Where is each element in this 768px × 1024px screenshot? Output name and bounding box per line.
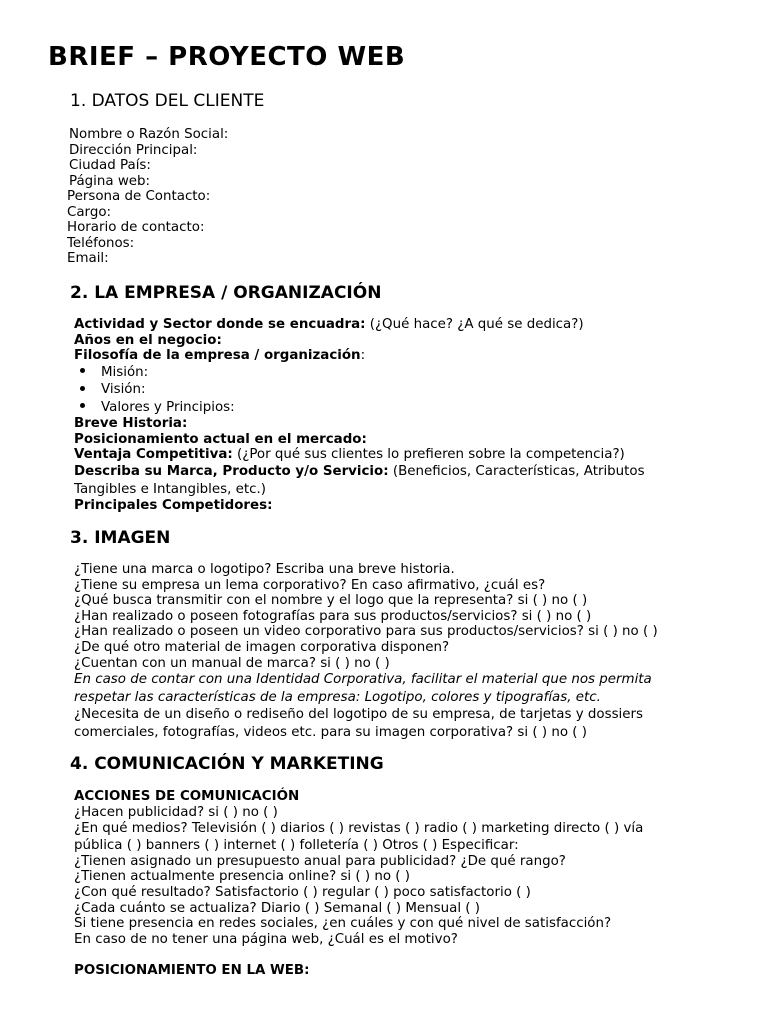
- section-2-body: [74, 317, 645, 514]
- acciones-label: ACCIONES DE COMUNICACIÓN: [74, 789, 300, 804]
- marca-text-2: Tangibles e Intangibles, etc.): [74, 482, 266, 498]
- document-title: BRIEF – PROYECTO WEB: [48, 42, 406, 72]
- field-telefonos: Teléfonos:: [67, 235, 135, 251]
- marketing-q6: ¿Con qué resultado? Satisfactorio ( ) regular ( ) poco satisfactorio ( ): [74, 884, 531, 900]
- marketing-q5: ¿Tienen actualmente presencia online? si ( ) no ( ): [74, 869, 411, 885]
- bullet-icon: [80, 368, 85, 373]
- bullet-icon: [80, 386, 85, 391]
- bullet-vision-text: Visión:: [101, 382, 146, 398]
- actividad-line: [74, 317, 645, 333]
- field-email: Email:: [67, 251, 109, 267]
- bullet-valores: [74, 399, 645, 417]
- bullet-mision: [74, 364, 645, 382]
- filosofia-colon: :: [360, 348, 366, 364]
- section-4-body: [74, 789, 643, 947]
- field-pagina-web: Página web:: [69, 173, 151, 189]
- marketing-q3: pública ( ) banners ( ) internet ( ) folletería ( ) Otros ( ) Especificar:: [74, 838, 519, 854]
- field-horario: Horario de contacto:: [67, 220, 205, 236]
- imagen-q1: ¿Tiene una marca o logotipo? Escriba una breve historia.: [74, 562, 455, 577]
- imagen-italic-2: respetar las características de la empresa: Logotipo, colores y tipografías, etc.: [74, 690, 601, 706]
- section-3-body: [74, 562, 658, 741]
- imagen-q5: ¿Han realizado o poseen un video corporativo para sus productos/servicios? si ( ) no ( ): [74, 624, 658, 640]
- field-razon-social: Nombre o Razón Social:: [69, 127, 229, 142]
- marketing-q2: ¿En qué medios? Televisión ( ) diarios ( ) revistas ( ) radio ( ) marketing directo ( ) vía: [74, 821, 644, 837]
- ventaja-label: Ventaja Competitiva:: [74, 447, 233, 463]
- imagen-closing-1: ¿Necesita de un diseño o rediseño del logotipo de su empresa, de tarjetas y dossiers: [74, 707, 643, 723]
- marca-label: Describa su Marca, Producto y/o Servicio:: [74, 464, 389, 480]
- actividad-text: (¿Qué hace? ¿A qué se dedica?): [365, 317, 584, 332]
- imagen-closing-2: comerciales, fotografías, videos etc. para su imagen corporativa? si ( ) no ( ): [74, 725, 587, 741]
- marketing-q7: ¿Cada cuánto se actualiza? Diario ( ) Semanal ( ) Mensual ( ): [74, 900, 481, 916]
- imagen-italic-1: En caso de contar con una Identidad Corporativa, facilitar el material que nos permita: [74, 672, 652, 688]
- posicionamiento-label: Posicionamiento actual en el mercado:: [74, 431, 367, 447]
- bullet-valores-text: Valores y Principios:: [101, 399, 235, 415]
- field-direccion: Dirección Principal:: [69, 142, 198, 158]
- competidores-label: Principales Competidores:: [74, 498, 273, 514]
- filosofia-label: Filosofía de la empresa / organización: [74, 348, 361, 364]
- posicionamiento-web-label: POSICIONAMIENTO EN LA WEB:: [74, 963, 310, 978]
- bullet-icon: [80, 403, 85, 408]
- marketing-q4: ¿Tienen asignado un presupuesto anual para publicidad? ¿De qué rango?: [74, 853, 566, 869]
- imagen-q6: ¿De qué otro material de imagen corporativa disponen?: [74, 639, 450, 655]
- actividad-label: Actividad y Sector donde se encuadra:: [74, 317, 366, 332]
- historia-label: Breve Historia:: [74, 416, 188, 432]
- imagen-q2: ¿Tiene su empresa un lema corporativo? En caso afirmativo, ¿cuál es?: [74, 577, 546, 593]
- section-3-heading: 3. IMAGEN: [70, 528, 171, 548]
- filosofia-line: [74, 348, 645, 364]
- section-1-heading: 1. DATOS DEL CLIENTE: [70, 91, 265, 111]
- anios-label: Años en el negocio:: [74, 332, 222, 348]
- marketing-q9: En caso de no tener una página web, ¿Cuál es el motivo?: [74, 931, 458, 947]
- section-1-fields-contact: [67, 189, 210, 267]
- ventaja-text: (¿Por qué sus clientes lo prefieren sobre la competencia?): [232, 447, 625, 463]
- section-1-fields: [69, 127, 228, 189]
- ventaja-line: [74, 447, 645, 463]
- imagen-q4: ¿Han realizado o poseen fotografías para sus productos/servicios? si ( ) no ( ): [74, 608, 592, 624]
- marketing-q8: Si tiene presencia en redes sociales, ¿en cuáles y con qué nivel de satisfacción?: [74, 916, 612, 932]
- field-persona-contacto: Persona de Contacto:: [67, 189, 211, 204]
- field-cargo: Cargo:: [67, 204, 112, 220]
- field-ciudad-pais: Ciudad País:: [69, 158, 151, 174]
- marca-line: [74, 463, 645, 481]
- bullet-mision-text: Misión:: [101, 364, 149, 380]
- marketing-q1: ¿Hacen publicidad? si ( ) no ( ): [74, 804, 278, 820]
- section-4-heading: 4. COMUNICACIÓN Y MARKETING: [70, 754, 384, 774]
- imagen-q7: ¿Cuentan con un manual de marca? si ( ) no ( ): [74, 655, 390, 671]
- imagen-q3: ¿Qué busca transmitir con el nombre y el logo que la representa? si ( ) no ( ): [74, 593, 588, 609]
- marca-text: (Beneficios, Características, Atributos: [388, 464, 645, 480]
- section-2-heading: 2. LA EMPRESA / ORGANIZACIÓN: [70, 283, 382, 303]
- bullet-vision: [74, 381, 645, 399]
